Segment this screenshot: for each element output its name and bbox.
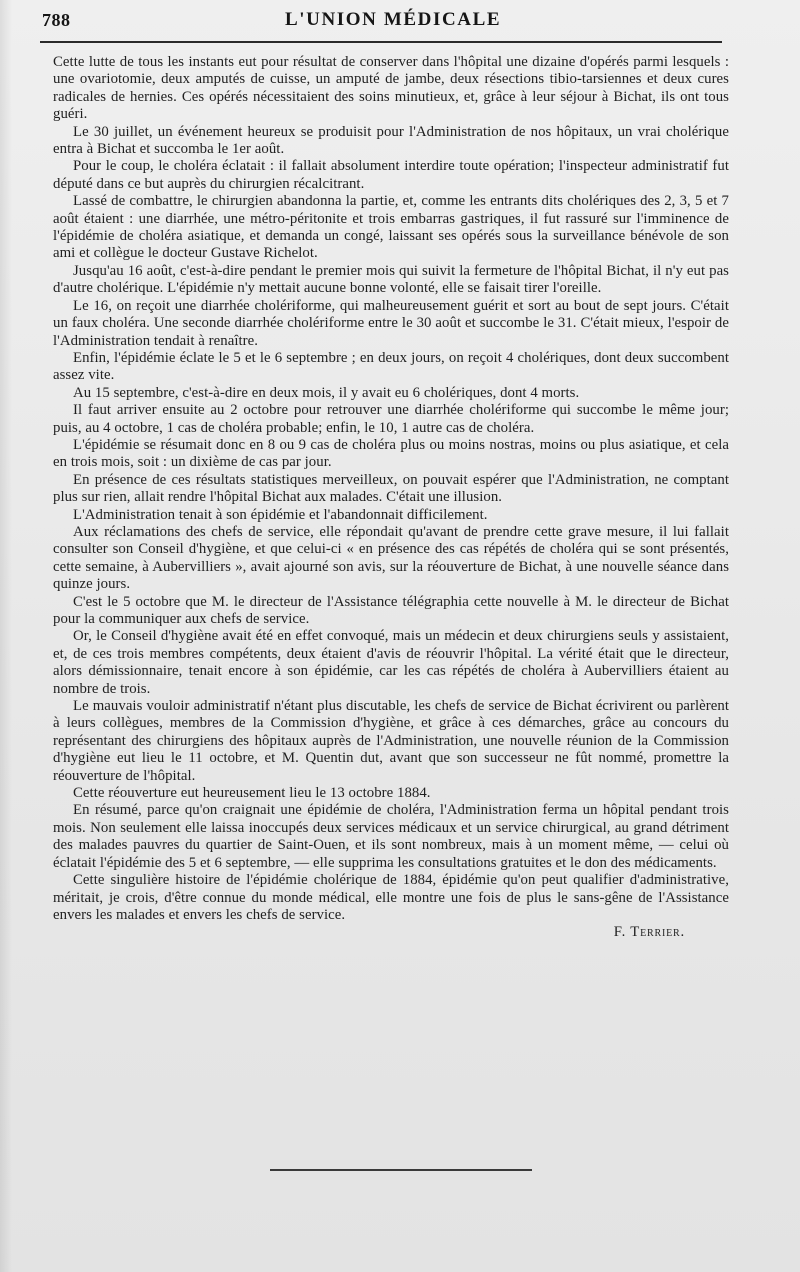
paragraph: Enfin, l'épidémie éclate le 5 et le 6 septembre ; en deux jours, on reçoit 4 cholériques, dont deux succombent assez vite. xyxy=(53,349,729,384)
paragraph: Le 16, on reçoit une diarrhée cholériforme, qui malheureusement guérit et sort au bout de sept jours. C'était un faux choléra. Une seconde diarrhée cholériforme entre le 30 août et succombe le 31. C'était mieux, l'espoir de l'Administration tendait à renaître. xyxy=(53,297,729,349)
closing-paragraph xyxy=(53,872,729,942)
paragraph: Le mauvais vouloir administratif n'étant plus discutable, les chefs de service de Bichat écrivirent ou parlèrent à leurs collègues, membres de la Commission d'hygiène, et grâce à ces démarches, grâce au concours du représentant des chirurgiens des hôpitaux auprès de l'Administration, une nouvelle réunion de la Commission d'hygiène eut lieu le 11 octobre, et M. Quentin dut, avant que son successeur ne fût nommé, promettre la réouverture de l'hôpital. xyxy=(53,698,729,784)
paragraph: En résumé, parce qu'on craignait une épidémie de choléra, l'Administration ferma un hôpital pendant trois mois. Non seulement elle laissa inoccupés deux services médicaux et un service chirurgical, au grand détriment des malades pauvres du quartier de Saint-Ouen, et ils sont nombreux, mais à un moment même, — celui où éclatait l'épidémie des 5 et 6 septembre, — elle supprima les consultations gratuites et le don des médicaments. xyxy=(53,802,729,871)
paragraph: Lassé de combattre, le chirurgien abandonna la partie, et, comme les entrants dits cholériques des 2, 3, 5 et 7 août étaient : une diarrhée, une métro-péritonite et trois embarras gastriques, il fut rassuré sur l'imminence de l'épidémie de choléra asiatique, et demanda un congé, laissant ses opérés sous la surveillance bénévole de son ami et collègue le docteur Gustave Richelot. xyxy=(53,193,729,262)
paragraph: En présence de ces résultats statistiques merveilleux, on pouvait espérer que l'Administration, ne comptant plus sur rien, allait rendre l'hôpital Bichat aux malades. C'était une illusion. xyxy=(53,471,729,506)
footer-rule xyxy=(270,1169,532,1171)
paragraph: Pour le coup, le choléra éclatait : il fallait absolument interdire toute opération; l'inspecteur administratif fut député dans ce but auprès du chirurgien récalcitrant. xyxy=(53,158,729,192)
paragraph: Il faut arriver ensuite au 2 octobre pour retrouver une diarrhée cholériforme qui succombe le même jour; puis, au 4 octobre, 1 cas de choléra probable; enfin, le 10, 1 autre cas de choléra. xyxy=(53,402,729,436)
paragraph: Or, le Conseil d'hygiène avait été en effet convoqué, mais un médecin et deux chirurgiens seuls y assistaient, et, de ces trois membres compétents, deux étaient d'avis de réouvrir l'hôpital. La vérité était que le directeur, alors démissionnaire, tenait encore à son épidémie, car les cas répétés de choléra à Aubervilliers étaient au nombre de trois. xyxy=(53,628,729,697)
paragraph: Cette lutte de tous les instants eut pour résultat de conserver dans l'hôpital une dizaine d'opérés parmi lesquels : une ovariotomie, deux amputés de cuisse, un amputé de jambe, deux résections tibio-tarsiennes et deux cures radicales de hernies. Ces opérés nécessitaient des soins minutieux, et, grâce à leur séjour à Bichat, ils ont tous guéri. xyxy=(53,54,729,123)
header-rule xyxy=(40,41,722,43)
paragraph: L'Administration tenait à son épidémie et l'abandonnait difficilement. xyxy=(73,506,488,523)
paragraph: Au 15 septembre, c'est-à-dire en deux mois, il y avait eu 6 cholériques, dont 4 morts. xyxy=(73,384,580,401)
paragraph: Jusqu'au 16 août, c'est-à-dire pendant le premier mois qui suivit la fermeture de l'hôpital Bichat, il n'y eut pas d'autre cholérique. L'épidémie n'y mettait aucune bonne volonté, elle se faisait tirer l'oreille. xyxy=(53,262,729,297)
author-signature: F. Terrier. xyxy=(613,924,685,941)
paragraph: C'est le 5 octobre que M. le directeur de l'Assistance télégraphia cette nouvelle à M. le directeur de Bichat pour la communiquer aux chefs de service. xyxy=(53,593,729,627)
running-head: L'UNION MÉDICALE xyxy=(285,9,502,30)
page-number: 788 xyxy=(42,10,71,30)
paragraph: Cette réouverture eut heureusement lieu le 13 octobre 1884. xyxy=(73,785,431,802)
page-header xyxy=(0,0,800,44)
paragraph: Aux réclamations des chefs de service, elle répondait qu'avant de prendre cette grave mesure, il lui fallait consulter son Conseil d'hygiène, et que celui-ci « en présence des cas répétés de choléra qui se sont présentés, cette semaine, à Aubervilliers », avait ajourné son avis, sur la réouverture de Bichat, à une nouvelle séance dans quinze jours. xyxy=(53,523,729,593)
closing-paragraph-text: Cette singulière histoire de l'épidémie cholérique de 1884, épidémie qu'on peut qualifier d'administrative, méritait, je crois, d'être connue du monde médical, elle montre une fois de plus le sans-gêne de l'Assistance envers les malades et envers les chefs de service. xyxy=(53,872,729,923)
paragraph: L'épidémie se résumait donc en 8 ou 9 cas de choléra plus ou moins nostras, moins ou plus asiatique, et cela en trois mois, soit : un dixième de cas par jour. xyxy=(53,436,729,471)
page-edge-shadow xyxy=(0,0,12,1272)
paragraph: Le 30 juillet, un événement heureux se produisit pour l'Administration de nos hôpitaux, un vrai cholérique entra à Bichat et succomba le 1er août. xyxy=(53,123,729,158)
article-body xyxy=(53,54,729,1164)
